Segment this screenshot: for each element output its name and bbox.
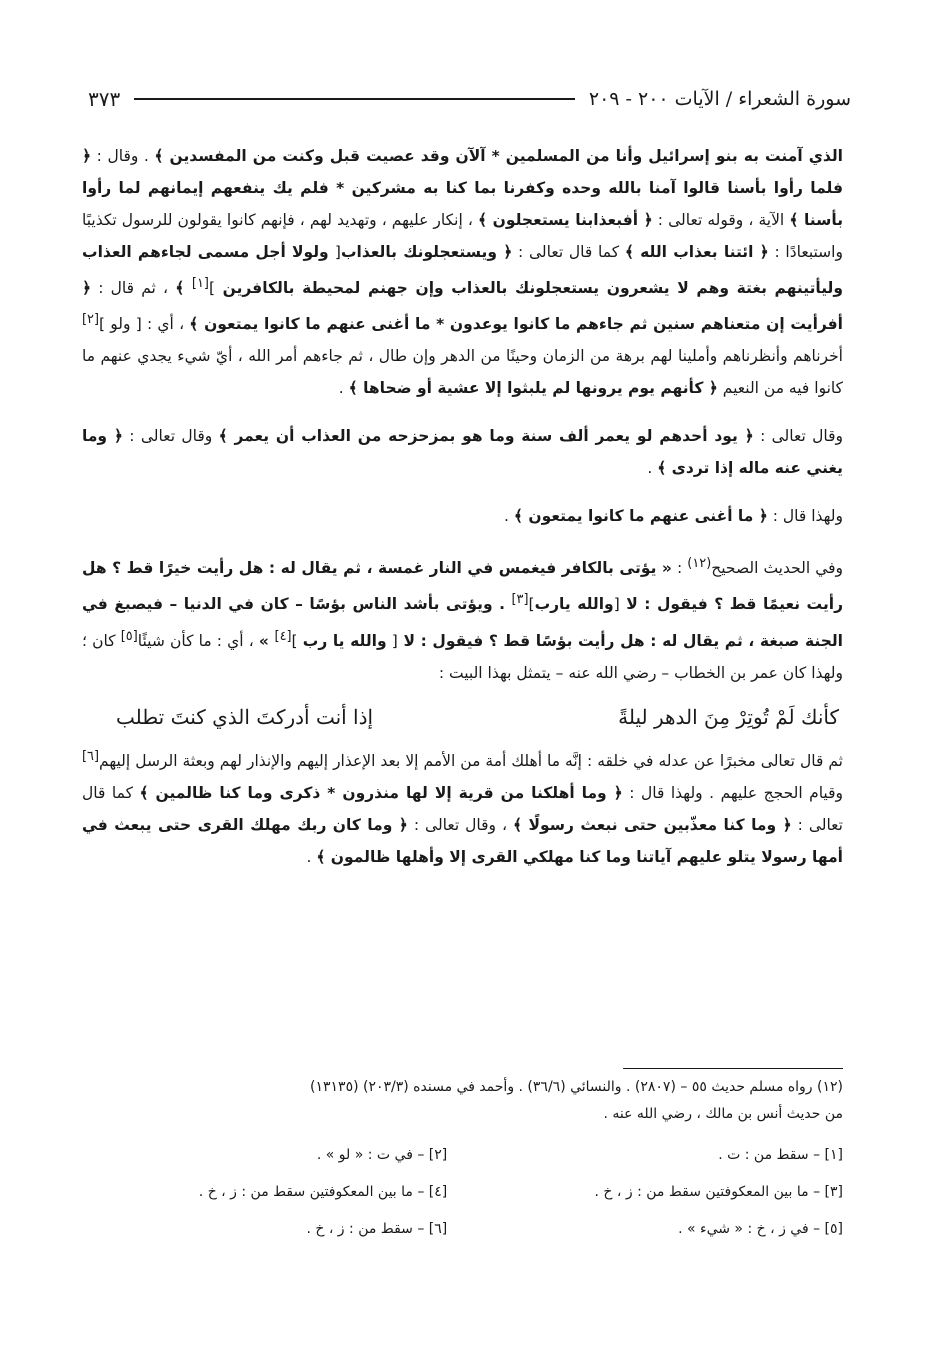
footnote-marker: [١] [191, 276, 209, 291]
main-text [82, 140, 843, 873]
footnote-marker: [٥] [120, 628, 138, 644]
notes-column-left [82, 1137, 447, 1248]
quoted-text: . ويؤتى بأشد الناس بؤسًا – كان في الدنيا – فيصبغ في الجنة صبغة ، ثم يقال له : هل رأيت بؤسًا قط ؟ فيقول : لا [82, 595, 843, 650]
plain-text: كما قال تعالى : [512, 243, 625, 261]
paragraph [82, 140, 843, 404]
plain-text: [ [613, 595, 620, 614]
paragraph [82, 548, 843, 688]
plain-text: وقال تعالى : [753, 427, 844, 446]
footnote-marker: [٣] [511, 592, 529, 608]
plain-text: ، أي : [ ولو ] [99, 315, 190, 334]
page-number: ٣٧٣ [88, 87, 121, 111]
plain-text: كما قال تعالى : [82, 783, 843, 834]
plain-text: وقيام الحجج عليهم . ولهذا قال : [622, 783, 844, 802]
plain-text: ، ثم قال : [91, 279, 176, 298]
footnote-line: (١٢) رواه مسلم حديث ٥٥ – (٢٨٠٧) . والنسائي (٣٦/٦) . وأحمد في مسنده (٢٠٣/٣) (١٣١٣٥) [310, 1079, 843, 1095]
running-header [88, 84, 851, 114]
quoted-text: ﴿ ما أغنى عنهم ما كانوا يمتعون ﴾ [513, 507, 768, 526]
plain-text: وقال تعالى : [122, 427, 219, 446]
plain-text: [ [386, 631, 398, 650]
variant-note: [٣] – ما بين المعكوفتين سقط من : ز ، خ . [594, 1184, 843, 1200]
quoted-text: الذي آمنت به بنو إسرائيل وأنا من المسلمين * آلآن وقد عصيت قبل وكنت من المفسدين ﴾ [154, 147, 843, 165]
poem-hemistich-second: إذا أنت أدركتَ الذي كنتَ تطلب [116, 704, 374, 729]
footnote-marker: [٦] [82, 748, 100, 764]
quoted-text: » [258, 631, 275, 650]
poem-hemistich-first: كأنك لَمْ تُوتِرْ مِنَ الدهر ليلةً [618, 704, 839, 729]
header-rule [134, 98, 575, 100]
plain-text: أخرناهم وأنظرناهم وأملينا لهم برهة من الزمان وحينًا من الدهر وإن طال ، ثم جاءهم أمر الله ، أيّ شيء يجدي عنهم ما كانوا فيه من النعيم [82, 347, 843, 398]
paragraph [82, 741, 843, 873]
plain-text: ] [208, 279, 215, 298]
quoted-text: ﴿ ويستعجلونك بالعذاب [340, 243, 513, 261]
quoted-text: ولولا أجل مسمى لجاءهم العذاب وليأتينهم بغتة وهم لا يشعرون يستعجلونك بالعذاب وإن جهنم لمحيطة بالكافرين [82, 243, 843, 298]
quoted-text: ﴿ وما يغني عنه ماله إذا تردى ﴾ [82, 427, 843, 478]
plain-text: . [306, 847, 317, 866]
variant-note: [١] – سقط من : ت . [718, 1147, 843, 1163]
footnote-line: من حديث أنس بن مالك ، رضي الله عنه . [603, 1106, 843, 1122]
quoted-text: « يؤتى بالكافر فيغمس في النار غمسة ، ثم يقال له : هل رأيت خيرًا قط ؟ هل رأيت نعيمًا قط ؟ فيقول : لا [82, 559, 844, 614]
quoted-text: ﴿ ائتنا بعذاب الله ﴾ [624, 243, 769, 261]
variant-note: [٢] – في ت : « لو » . [316, 1147, 448, 1163]
plain-text: . [647, 459, 658, 478]
quoted-text: ﴿ فلما رأوا بأسنا قالوا آمنا بالله وحده وكفرنا بما كنا به مشركين * فلم يك ينفعهم إيمانهم لما رأوا بأسنا ﴾ [82, 147, 844, 229]
plain-text: ولهذا قال : [767, 507, 843, 526]
surah-title: سورة الشعراء / الآيات ٢٠٠ - ٢٠٩ [588, 88, 851, 110]
quoted-text: ﴿ وما كان ربك مهلك القرى حتى يبعث في أمها رسولا يتلو عليهم آياتنا وما كنا مهلكي القرى إلا وأهلها ظالمون ﴾ [82, 815, 843, 866]
plain-text: كان ؛ ولهذا كان عمر بن الخطاب – رضي الله عنه – يتمثل بهذا البيت : [82, 631, 843, 682]
plain-text: ثم قال تعالى مخبرًا عن عدله في خلقه : إنَّه ما أهلك أمة من الأمم إلا بعد الإعذار إليهم والإنذار لهم وبعثة الرسل إليهم [99, 751, 843, 770]
plain-text: . وقال : [91, 147, 155, 165]
paragraph [82, 420, 843, 484]
footnote-marker: [٤] [274, 628, 292, 644]
plain-text: ، أي : ما كأن شيئًا [137, 631, 259, 650]
plain-text: [ [334, 243, 341, 261]
quoted-text: ﴿ كأنهم يوم يرونها لم يلبثوا إلا عشية أو ضحاها ﴾ [348, 379, 718, 398]
plain-text: ] [291, 631, 303, 650]
quoted-text: ﴿ وما أهلكنا من قرية إلا لها منذرون * ذكرى وما كنا ظالمين ﴾ [139, 783, 623, 802]
notes-column-right [478, 1137, 843, 1248]
plain-text: ، وقال تعالى : [407, 815, 513, 834]
paragraph [82, 500, 843, 532]
quoted-text: ﴿ أفبعذابنا يستعجلون ﴾ [477, 211, 653, 229]
plain-text: وفي الحديث الصحيح [711, 559, 844, 578]
variant-note: [٦] – سقط من : ز ، خ . [306, 1221, 448, 1237]
poem-verse [82, 689, 843, 741]
plain-text: ، إنكار عليهم ، وتهديد لهم ، فإنهم كانوا يقولون للرسول تكذيبًا واستبعادًا : [82, 211, 843, 261]
variant-note: [٥] – في ز ، خ : « شيء » . [678, 1221, 843, 1237]
footnote-marker: [٢] [82, 312, 100, 328]
footnote-marker: (١٢) [687, 556, 712, 572]
variant-note: [٤] – ما بين المعكوفتين سقط من : ز ، خ . [198, 1184, 448, 1200]
quoted-text: والله يارب [534, 595, 614, 614]
footnote [82, 1074, 843, 1128]
plain-text: : [671, 559, 688, 578]
plain-text: الآية ، وقوله تعالى : [652, 211, 790, 229]
plain-text: ] [528, 595, 535, 614]
quoted-text: ﴿ أفرأيت إن متعناهم سنين ثم جاءهم ما كانوا يوعدون * ما أغنى عنهم ما كانوا يمتعون ﴾ [82, 279, 843, 334]
quoted-text: ﴾ [175, 279, 192, 298]
footnote-rule [623, 1068, 843, 1069]
plain-text: . [338, 379, 349, 398]
plain-text: . [504, 507, 514, 526]
quoted-text: ﴿ يود أحدهم لو يعمر ألف سنة وما هو بمزحزحه من العذاب أن يعمر ﴾ [218, 427, 754, 446]
quoted-text: ﴿ وما كنا معذّبين حتى نبعث رسولًا ﴾ [512, 815, 792, 834]
quoted-text: والله يا رب [302, 631, 387, 650]
